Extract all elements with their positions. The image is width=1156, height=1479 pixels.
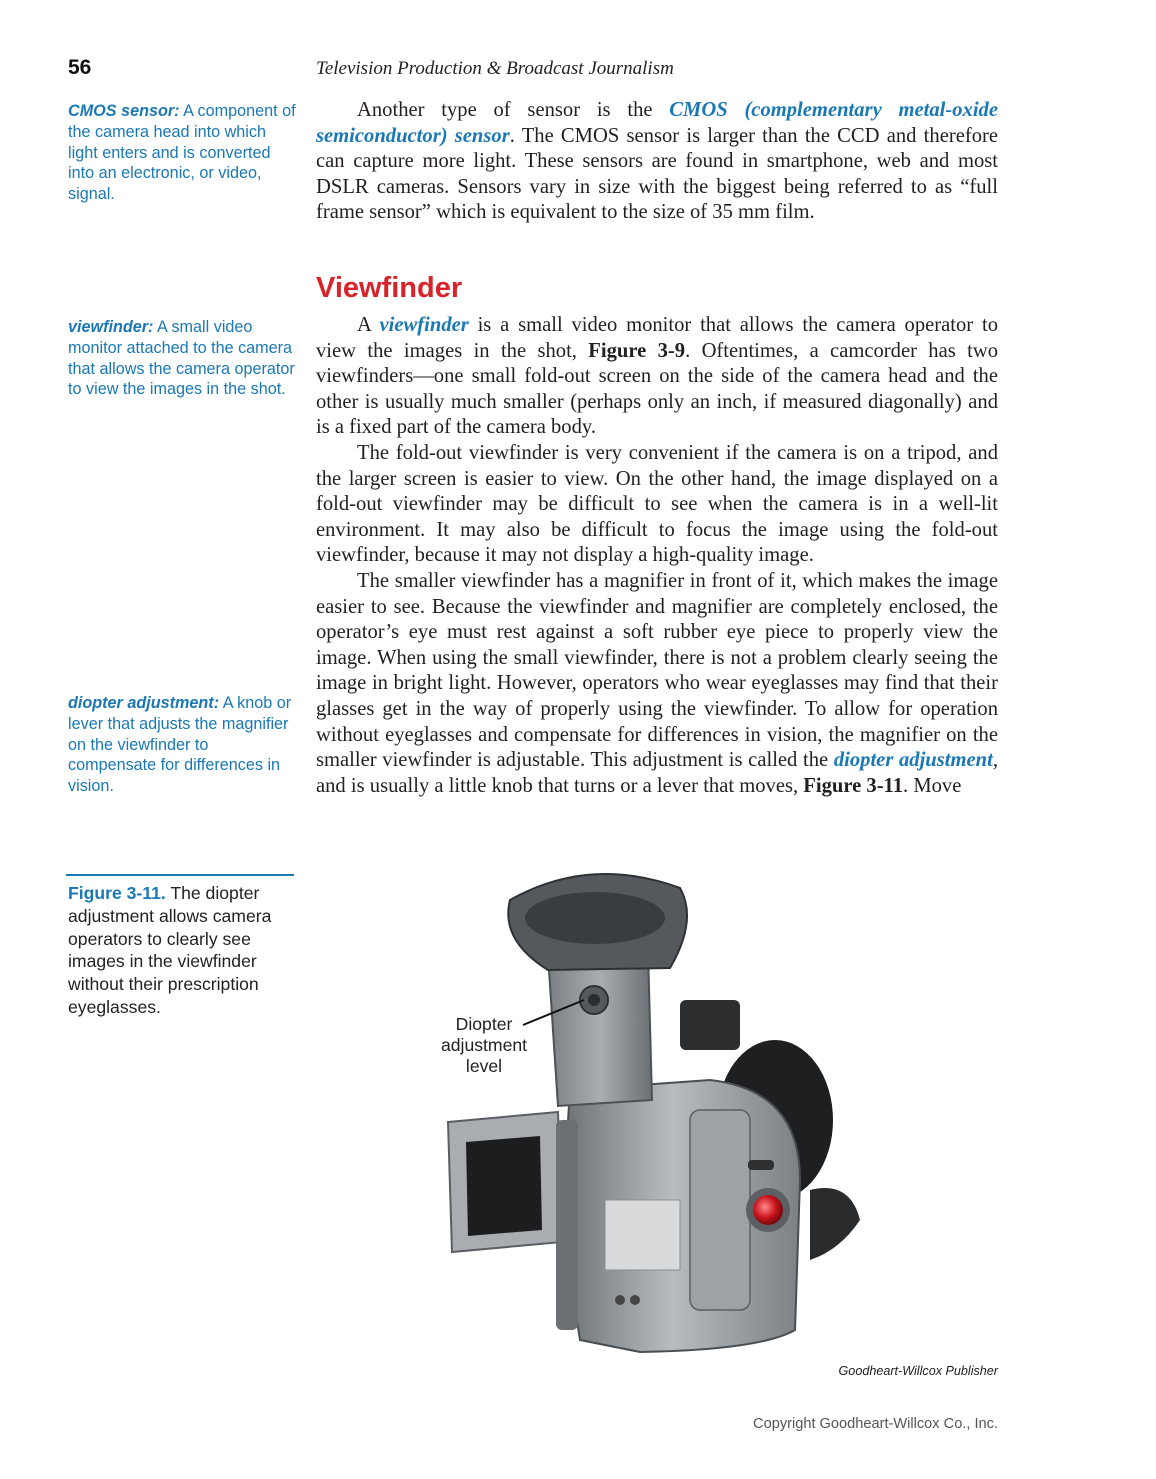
margin-definition: A knob or lever that adjusts the magnifier on the viewfinder to compensate for differences in vision. [68,694,292,796]
hand-strap [810,1188,860,1260]
callout-line: level [465,1056,503,1076]
eyecup-opening [525,892,665,944]
margin-definition: A small video monitor attached to the camera that allows the camera operator to view the images in the shot. [68,318,295,399]
key-term-diopter: diopter adjustment [833,749,993,772]
section-heading: Viewfinder [316,272,463,304]
margin-definition: A component of the camera head into which light enters and is converted into an electronic, or video, signal. [68,102,296,204]
margin-note-viewfinder [68,317,296,400]
figure-caption [68,882,296,1019]
figure-reference: Figure 3-11 [803,774,904,797]
viewfinder-tube [548,950,652,1106]
running-head: Television Production & Broadcast Journalism [316,58,674,79]
body-paragraph-2 [316,313,998,441]
body-paragraph-1 [316,98,998,226]
margin-term: CMOS sensor: [68,102,180,120]
lcd-hinge [556,1120,578,1330]
text-run: . Oftentimes, a camcorder has two viewfinders—one small fold-out screen on the side of the camera head and the other is usually much smaller (perhaps only an inch, if measured diagonally) and is a fixed part of the camera body. [316,339,998,439]
page-number: 56 [68,56,92,79]
text-run: The smaller viewfinder has a magnifier in front of it, which makes the image easier to see. Because the viewfinder and magnifier are completely enclosed, the operator’s eye must rest against a soft rubber eye piece to properly view the image. When using the small viewfinder, there is not a problem clearly seeing the image in bright light. However, operators who wear eyeglasses may find that their glasses get in the way of properly using the viewfinder. To allow for operation without eyeglasses and compensate for differences in vision, the magnifier on the smaller viewfinder is adjustable. This adjustment is called the [316,569,998,772]
body-section-viewfinder [316,313,998,799]
figure-label: Figure 3-11. [68,883,166,903]
margin-term: viewfinder: [68,318,154,336]
text-run: is a small video monitor that allows the camera operator to view the images in the shot, [316,314,998,362]
text-run: . Move [903,774,962,797]
side-grip-panel [690,1110,750,1310]
switch [748,1160,774,1170]
record-button [753,1195,783,1225]
text-run: Another type of sensor is the [357,99,670,121]
camcorder-photo [380,860,900,1360]
body-paragraph-3: The fold-out viewfinder is very convenient if the camera is on a tripod, and the larger screen is easier to view. On the other hand, the image displayed on a fold-out viewfinder may be difficult to see when the camera is in a well-lit environment. It may also be difficult to focus the image using the fold-out viewfinder, because it may not display a high-quality image. [316,441,998,567]
caption-text: The diopter adjustment allows camera operators to clearly see images in the viewfinder without their prescription eyeglasses. [68,883,272,1017]
caption-rule [66,874,294,876]
text-run: . The CMOS sensor is larger than the CCD and therefore can capture more light. These sensors are found in smartphone, web and most DSLR cameras. Sensors vary in size with the biggest being referred to as “full frame sensor” which is equivalent to the size of 35 mm film. [316,124,998,224]
figure-reference: Figure 3-9 [588,339,686,362]
text-run: , and is usually a little knob that turns or a lever that moves, [316,749,998,797]
callout-line: adjustment [440,1035,528,1055]
margin-note-diopter [68,693,296,797]
key-term-cmos: CMOS (complementary metal-oxide semiconductor) sensor [316,99,998,147]
text-run: A [357,314,380,336]
margin-note-cmos [68,101,296,205]
label-sticker [605,1200,680,1270]
photo-credit: Goodheart-Willcox Publisher [838,1364,998,1378]
accessory-shoe [680,1000,740,1050]
callout-line: Diopter [455,1014,513,1034]
margin-term: diopter adjustment: [68,694,220,712]
figure-callout [424,1014,544,1077]
copyright-notice: Copyright Goodheart-Willcox Co., Inc. [753,1416,998,1432]
lcd-screen [466,1136,542,1236]
body-paragraph-4 [316,569,998,799]
key-term-viewfinder: viewfinder [379,314,469,336]
